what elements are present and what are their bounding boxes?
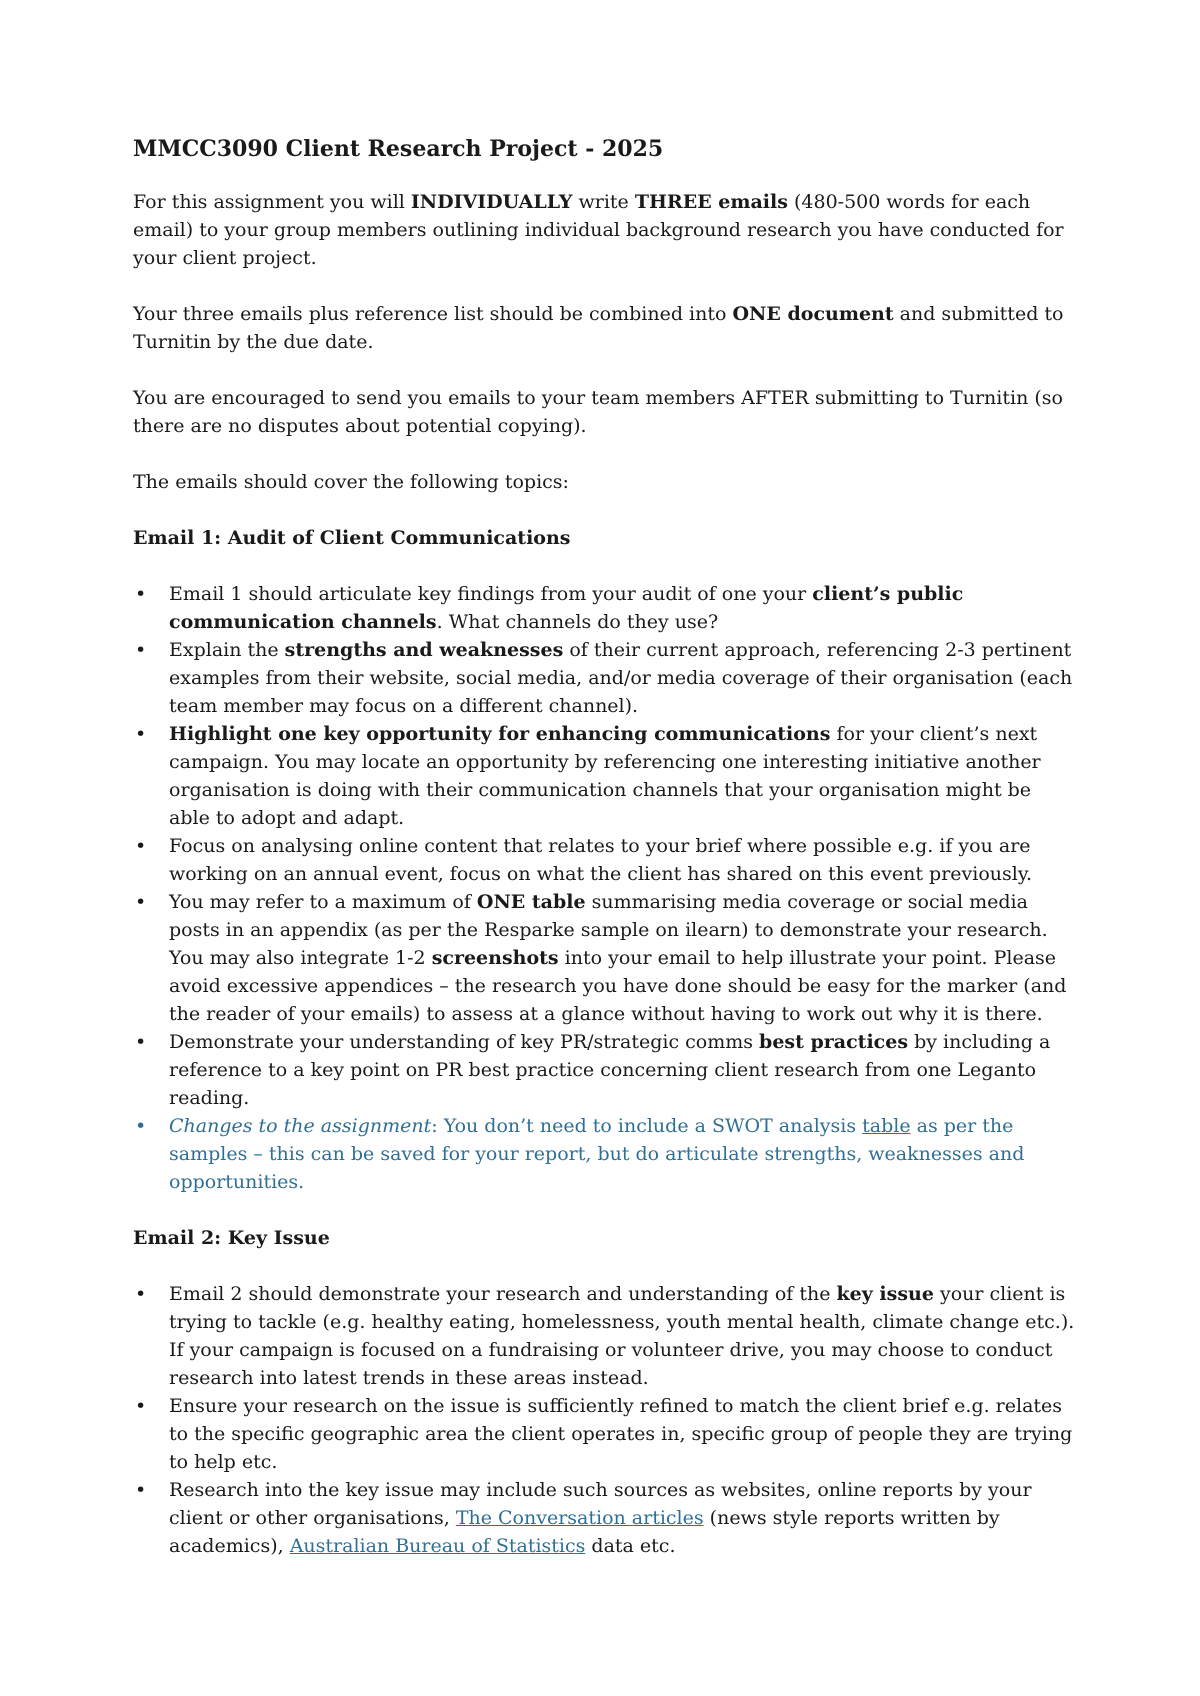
text: Email 2 should demonstrate your research and understanding of the <box>169 1283 837 1305</box>
text: You may refer to a maximum of <box>169 891 477 913</box>
abs-link[interactable]: Australian Bureau of Statistics <box>289 1535 586 1557</box>
list-item <box>133 1280 1077 1392</box>
email2-heading: Email 2: Key Issue <box>133 1227 330 1249</box>
text: by including a reference to a key point on PR best practice concerning client research from one Leganto reading. <box>169 1031 1051 1109</box>
change-label: Changes to the assignment <box>169 1115 432 1137</box>
email1-heading: Email 1: Audit of Client Communications <box>133 527 571 549</box>
bullet-icon: • <box>135 1283 147 1305</box>
list-item <box>133 832 1077 888</box>
text: Explain the <box>169 639 285 661</box>
text: data etc. <box>585 1535 676 1557</box>
text: Research into the key issue may include such sources as websites, online reports by your client or other organisations, <box>169 1479 1032 1529</box>
text: your client is trying to tackle (e.g. healthy eating, homelessness, youth mental health, climate change etc.). If your campaign is focused on a fundraising or volunteer drive, you may choose to conduct research into latest trends in these areas instead. <box>169 1283 1075 1389</box>
emphasis: strengths and weaknesses <box>284 639 564 661</box>
table-link[interactable]: table <box>862 1115 911 1137</box>
text: . What channels do they use? <box>436 611 719 633</box>
list-item <box>133 720 1077 832</box>
text: summarising media coverage or social media posts in an appendix (as per the Resparke sample on ilearn) to demonstrate your research. You may also integrate 1-2 <box>169 891 1048 969</box>
bullet-icon: • <box>135 835 147 857</box>
list-item <box>133 580 1077 636</box>
emphasis-three-emails: THREE emails <box>634 191 788 213</box>
email2-bullet-list <box>133 1280 1077 1560</box>
text: and submitted to Turnitin by the due date. <box>133 303 1064 353</box>
emphasis: screenshots <box>431 947 559 969</box>
emphasis-individually: INDIVIDUALLY <box>410 191 573 213</box>
text: : You don’t need to include a SWOT analysis <box>431 1115 863 1137</box>
bullet-icon: • <box>135 1395 147 1417</box>
intro-paragraph-4: The emails should cover the following topics: <box>133 471 569 493</box>
text: into your email to help illustrate your point. Please avoid excessive appendices – the research you have done should be easy for the marker (and the reader of your emails) to assess at a glance without having to work out why it is there. <box>169 947 1067 1025</box>
emphasis: ONE table <box>476 891 586 913</box>
bullet-icon: • <box>135 1031 147 1053</box>
bullet-icon: • <box>135 639 147 661</box>
list-item <box>133 888 1077 1028</box>
email1-bullet-list <box>133 580 1077 1196</box>
text: write <box>572 191 635 213</box>
list-item <box>133 1476 1077 1560</box>
bullet-icon: • <box>135 891 147 913</box>
list-item <box>133 636 1077 720</box>
emphasis: Highlight one key opportunity for enhancing communications <box>169 723 831 745</box>
the-conversation-link[interactable]: The Conversation articles <box>455 1507 704 1529</box>
emphasis: key issue <box>836 1283 934 1305</box>
emphasis: client’s public communication channels <box>169 583 964 633</box>
text: For this assignment you will <box>133 191 411 213</box>
emphasis: best practices <box>759 1031 909 1053</box>
text: (news style reports written by academics), <box>169 1507 1000 1557</box>
text: (480-500 words for each email) to your group members outlining individual background research you have conducted for your client project. <box>133 191 1064 269</box>
document-title: MMCC3090 Client Research Project - 2025 <box>133 136 664 162</box>
text: as per the samples – this can be saved for your report, but do articulate strengths, weaknesses and opportunities. <box>169 1115 1025 1193</box>
text: Ensure your research on the issue is sufficiently refined to match the client brief e.g. relates to the specific geographic area the client operates in, specific group of people they are trying to help etc. <box>169 1395 1073 1473</box>
bullet-icon: • <box>135 723 147 745</box>
intro-paragraph-3: You are encouraged to send you emails to your team members AFTER submitting to Turnitin (so there are no disputes about potential copying). <box>133 387 1063 437</box>
list-item-assignment-change <box>133 1112 1077 1196</box>
bullet-icon: • <box>135 583 147 605</box>
intro-paragraph-2 <box>133 300 1077 356</box>
text: Focus on analysing online content that relates to your brief where possible e.g. if you are working on an annual event, focus on what the client has shared on this event previously. <box>169 835 1033 885</box>
text: of their current approach, referencing 2-3 pertinent examples from their website, social media, and/or media coverage of their organisation (each team member may focus on a different channel). <box>169 639 1073 717</box>
emphasis-one-document: ONE document <box>732 303 894 325</box>
list-item <box>133 1028 1077 1112</box>
text: Your three emails plus reference list should be combined into <box>133 303 733 325</box>
text: Email 1 should articulate key findings from your audit of one your <box>169 583 813 605</box>
bullet-icon: • <box>135 1115 147 1137</box>
intro-paragraph-1 <box>133 188 1077 272</box>
text: for your client’s next campaign. You may locate an opportunity by referencing one interesting initiative another organisation is doing with their communication channels that your organisation might be able to adopt and adapt. <box>169 723 1041 829</box>
text: Demonstrate your understanding of key PR/strategic comms <box>169 1031 760 1053</box>
bullet-icon: • <box>135 1479 147 1501</box>
document-body <box>133 134 1077 1588</box>
list-item <box>133 1392 1077 1476</box>
